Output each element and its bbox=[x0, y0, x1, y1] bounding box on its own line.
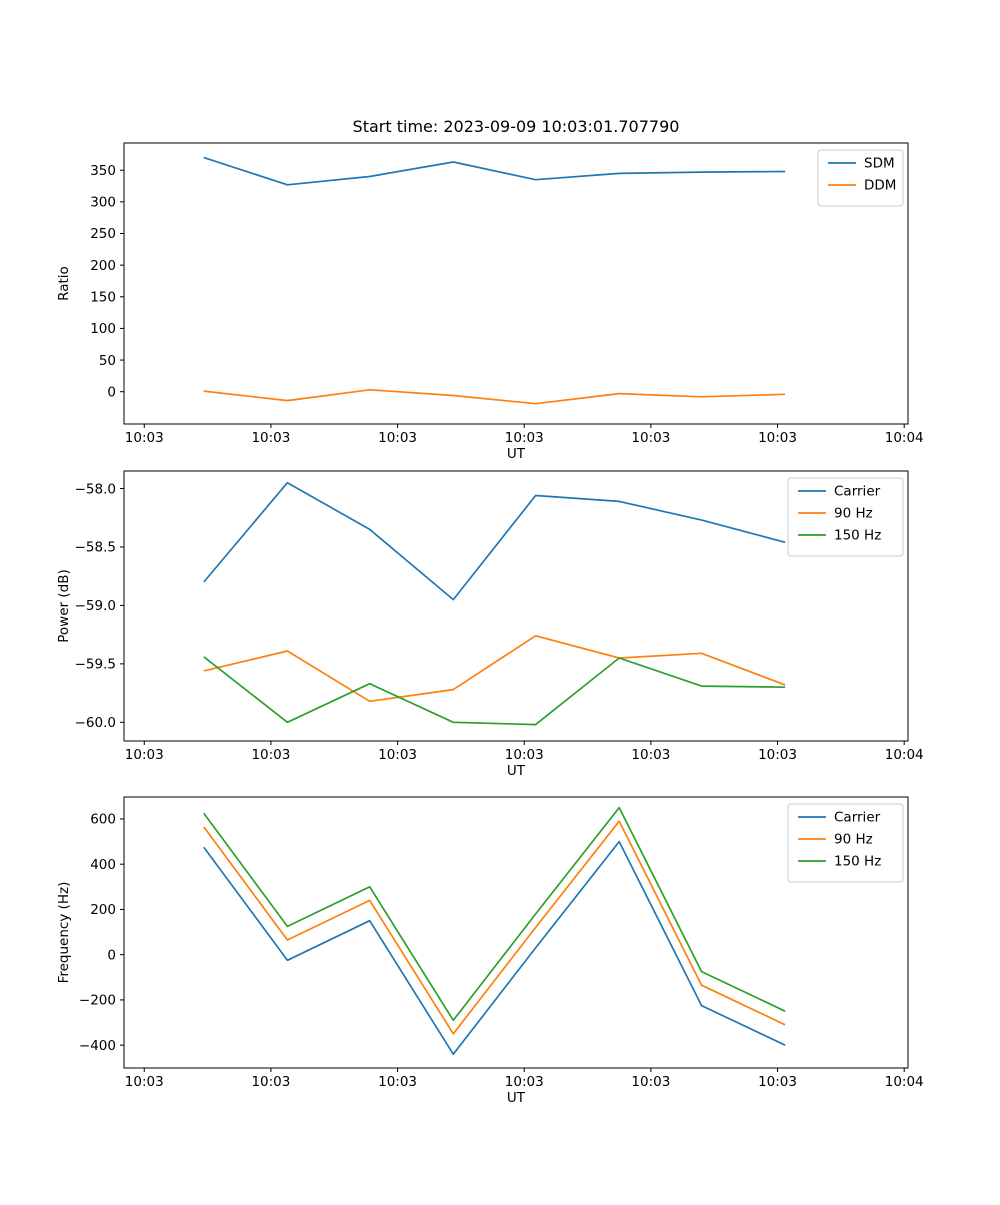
legend-label: 150 Hz bbox=[834, 853, 882, 870]
y-tick-label: −60.0 bbox=[74, 715, 116, 732]
legend-label: 90 Hz bbox=[834, 505, 873, 522]
y-tick-label: 150 bbox=[90, 289, 116, 306]
x-tick-label: 10:03 bbox=[631, 1074, 671, 1090]
x-tick-label: 10:03 bbox=[758, 430, 797, 446]
x-tick-label: 10:03 bbox=[378, 430, 418, 446]
subplot-1 bbox=[56, 143, 924, 462]
y-axis-label: Ratio bbox=[56, 266, 72, 301]
y-tick-label: 250 bbox=[90, 226, 116, 243]
x-tick-label: 10:03 bbox=[378, 747, 418, 763]
y-tick-label: −400 bbox=[78, 1037, 116, 1054]
x-tick-label: 10:03 bbox=[631, 430, 671, 446]
x-tick-label: 10:03 bbox=[251, 430, 291, 446]
legend-label: 90 Hz bbox=[834, 831, 873, 848]
y-tick-label: 350 bbox=[90, 162, 116, 179]
y-tick-label: 200 bbox=[90, 257, 116, 274]
y-tick-label: −58.0 bbox=[74, 481, 116, 498]
y-axis-label: Frequency (Hz) bbox=[56, 881, 72, 984]
x-tick-label: 10:04 bbox=[884, 430, 924, 446]
y-tick-label: −59.0 bbox=[74, 598, 116, 615]
y-tick-label: 400 bbox=[90, 856, 116, 873]
x-tick-label: 10:03 bbox=[124, 430, 164, 446]
x-tick-label: 10:03 bbox=[504, 430, 544, 446]
legend-label: Carrier bbox=[834, 483, 881, 500]
legend-label: Carrier bbox=[834, 809, 881, 826]
subplot-2 bbox=[56, 471, 924, 779]
y-tick-label: 0 bbox=[107, 384, 116, 401]
y-tick-label: 50 bbox=[98, 352, 116, 369]
x-axis-label: UT bbox=[506, 446, 526, 462]
x-axis-label: UT bbox=[506, 1090, 526, 1106]
subplot-3 bbox=[56, 797, 924, 1106]
y-tick-label: −58.5 bbox=[74, 539, 116, 556]
x-tick-label: 10:04 bbox=[884, 747, 924, 763]
legend bbox=[788, 804, 903, 882]
legend-label: SDM bbox=[864, 155, 895, 172]
legend bbox=[818, 150, 903, 206]
x-tick-label: 10:03 bbox=[758, 1074, 797, 1090]
y-tick-label: 200 bbox=[90, 902, 116, 919]
legend-label: 150 Hz bbox=[834, 527, 882, 544]
x-axis-label: UT bbox=[506, 763, 526, 779]
x-tick-label: 10:04 bbox=[884, 1074, 924, 1090]
y-tick-label: −200 bbox=[78, 992, 116, 1009]
x-tick-label: 10:03 bbox=[504, 1074, 544, 1090]
axes-face bbox=[124, 143, 908, 424]
x-tick-label: 10:03 bbox=[631, 747, 671, 763]
y-tick-label: 600 bbox=[90, 811, 116, 828]
y-axis-label: Power (dB) bbox=[56, 569, 72, 643]
y-tick-label: 300 bbox=[90, 194, 116, 211]
legend bbox=[788, 478, 903, 556]
x-tick-label: 10:03 bbox=[758, 747, 797, 763]
x-tick-label: 10:03 bbox=[124, 747, 164, 763]
x-tick-label: 10:03 bbox=[378, 1074, 418, 1090]
x-tick-label: 10:03 bbox=[124, 1074, 164, 1090]
y-tick-label: −59.5 bbox=[74, 656, 116, 673]
figure-title: Start time: 2023-09-09 10:03:01.707790 bbox=[352, 117, 680, 136]
y-tick-label: 0 bbox=[107, 947, 116, 964]
x-tick-label: 10:03 bbox=[251, 1074, 291, 1090]
x-tick-label: 10:03 bbox=[251, 747, 291, 763]
x-tick-label: 10:03 bbox=[504, 747, 544, 763]
legend-label: DDM bbox=[864, 177, 897, 194]
y-tick-label: 100 bbox=[90, 321, 116, 338]
